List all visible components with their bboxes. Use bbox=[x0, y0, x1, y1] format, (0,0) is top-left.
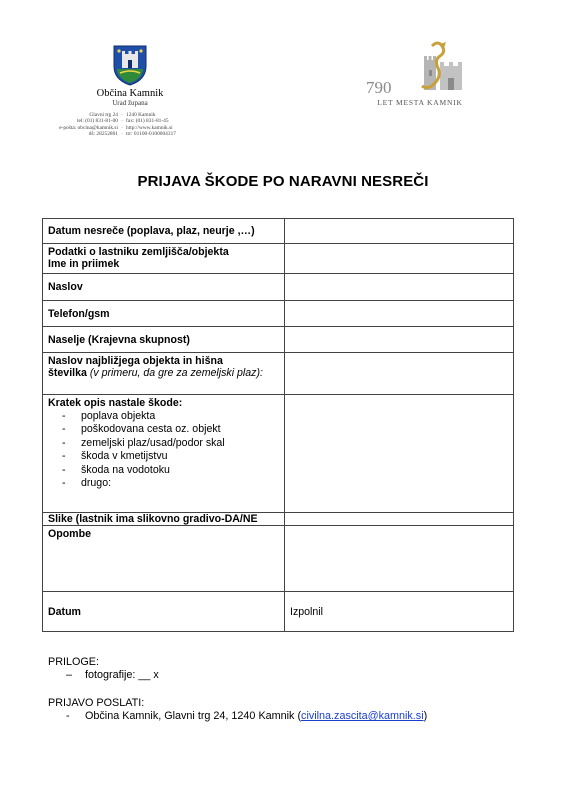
label-settlement: Naselje (Krajevna skupnost) bbox=[43, 327, 285, 353]
municipality-header bbox=[40, 42, 220, 138]
label-owner-line1: Podatki o lastniku zemljišča/objekta bbox=[48, 246, 229, 258]
label-address: Naslov bbox=[43, 274, 285, 301]
contact-info bbox=[40, 112, 220, 138]
coat-of-arms-icon bbox=[110, 42, 150, 86]
form-row-date-of-accident bbox=[43, 219, 514, 244]
anniversary-logo bbox=[360, 40, 480, 107]
label-nearest-line1: Naslov najbližjega objekta in hišna bbox=[48, 355, 223, 367]
field-settlement[interactable] bbox=[285, 327, 514, 353]
field-owner-name[interactable] bbox=[285, 244, 514, 274]
contact-fax: fax: (01) 831-81-45 bbox=[126, 118, 169, 125]
municipality-name: Občina Kamnik bbox=[96, 88, 164, 99]
contact-separator: · bbox=[121, 124, 123, 131]
label-owner bbox=[43, 244, 285, 274]
contact-separator: · bbox=[121, 131, 123, 138]
contact-phone: tel: (01) 831-81-00 bbox=[76, 118, 118, 125]
damage-type-item: - poškodovana cesta oz. objekt bbox=[62, 423, 221, 436]
damage-type-item: - zemeljski plaz/usad/podor skal bbox=[62, 436, 225, 449]
label-phone: Telefon/gsm bbox=[43, 301, 285, 327]
contact-tax-id: dš: 28252801 bbox=[88, 131, 118, 138]
anniversary-number: 790 bbox=[366, 78, 392, 97]
field-address[interactable] bbox=[285, 274, 514, 301]
label-description-title: Kratek opis nastale škode: bbox=[48, 397, 183, 409]
field-filled-by[interactable]: Izpolnil bbox=[285, 592, 514, 632]
form-row-address bbox=[43, 274, 514, 301]
attachments-item: – fotografije: __ x bbox=[66, 669, 159, 681]
field-description[interactable] bbox=[285, 395, 514, 513]
form-row-nearest-object bbox=[43, 353, 514, 395]
label-owner-line2: Ime in priimek bbox=[48, 258, 120, 270]
form-row-description bbox=[43, 395, 514, 513]
form-row-remarks bbox=[43, 526, 514, 592]
field-remarks[interactable] bbox=[285, 526, 514, 592]
form-row-phone bbox=[43, 301, 514, 327]
send-to-text-end: ) bbox=[423, 710, 428, 722]
label-nearest-line2: številka bbox=[48, 367, 87, 379]
send-to-address: - Občina Kamnik, Glavni trg 24, 1240 Kamnik (civilna.zascita@kamnik.si) bbox=[66, 710, 428, 722]
damage-type-item: - drugo: bbox=[62, 477, 112, 490]
damage-type-item: - škoda na vodotoku bbox=[62, 463, 170, 476]
form-row-owner bbox=[43, 244, 514, 274]
contact-email: e-pošta: obcina@kamnik.si bbox=[59, 124, 118, 131]
label-remarks: Opombe bbox=[43, 526, 285, 592]
label-date: Datum bbox=[43, 592, 285, 632]
label-description bbox=[43, 395, 285, 513]
email-link[interactable]: civilna.zascita@kamnik.si bbox=[301, 710, 424, 722]
form-row-date bbox=[43, 592, 514, 632]
damage-type-item: - škoda v kmetijstvu bbox=[62, 450, 168, 463]
contact-bank-account: trr: 01100-0100004317 bbox=[126, 131, 176, 138]
attachments-photos: fotografije: __ x bbox=[85, 669, 159, 681]
field-photos[interactable] bbox=[285, 513, 514, 526]
label-nearest-object bbox=[43, 353, 285, 395]
form-row-settlement bbox=[43, 327, 514, 353]
office-name: Urad župana bbox=[112, 99, 148, 107]
field-date-of-accident[interactable] bbox=[285, 219, 514, 244]
field-nearest-object[interactable] bbox=[285, 353, 514, 395]
anniversary-text: LET MESTA KAMNIK bbox=[377, 98, 463, 107]
form-row-photos bbox=[43, 513, 514, 526]
send-to-text: Občina Kamnik, Glavni trg 24, 1240 Kamnik ( bbox=[85, 710, 302, 722]
label-nearest-italic: (v primeru, da gre za zemeljski plaz): bbox=[89, 367, 263, 379]
contact-separator: · bbox=[121, 112, 123, 118]
contact-address: Glavni trg 24 bbox=[89, 112, 118, 118]
document-title: PRIJAVA ŠKODE PO NARAVNI NESREČI bbox=[137, 173, 429, 190]
field-phone[interactable] bbox=[285, 301, 514, 327]
send-to-section bbox=[48, 697, 427, 723]
contact-website: http://www.kamnik.si bbox=[126, 124, 173, 131]
attachments-label: PRILOGE: bbox=[48, 656, 100, 668]
damage-type-list bbox=[48, 410, 279, 490]
label-nearest-line2-wrap bbox=[48, 367, 279, 379]
contact-separator: · bbox=[121, 118, 123, 125]
label-photos: Slike (lastnik ima slikovno gradivo-DA/NE bbox=[43, 513, 285, 526]
damage-type-item: - poplava objekta bbox=[62, 410, 156, 422]
send-to-label: PRIJAVO POSLATI: bbox=[48, 697, 145, 709]
damage-report-form bbox=[42, 218, 514, 632]
attachments-section bbox=[48, 656, 159, 682]
contact-city: 1240 Kamnik bbox=[126, 112, 156, 118]
label-date-of-accident: Datum nesreče (poplava, plaz, neurje ,…) bbox=[43, 219, 285, 244]
